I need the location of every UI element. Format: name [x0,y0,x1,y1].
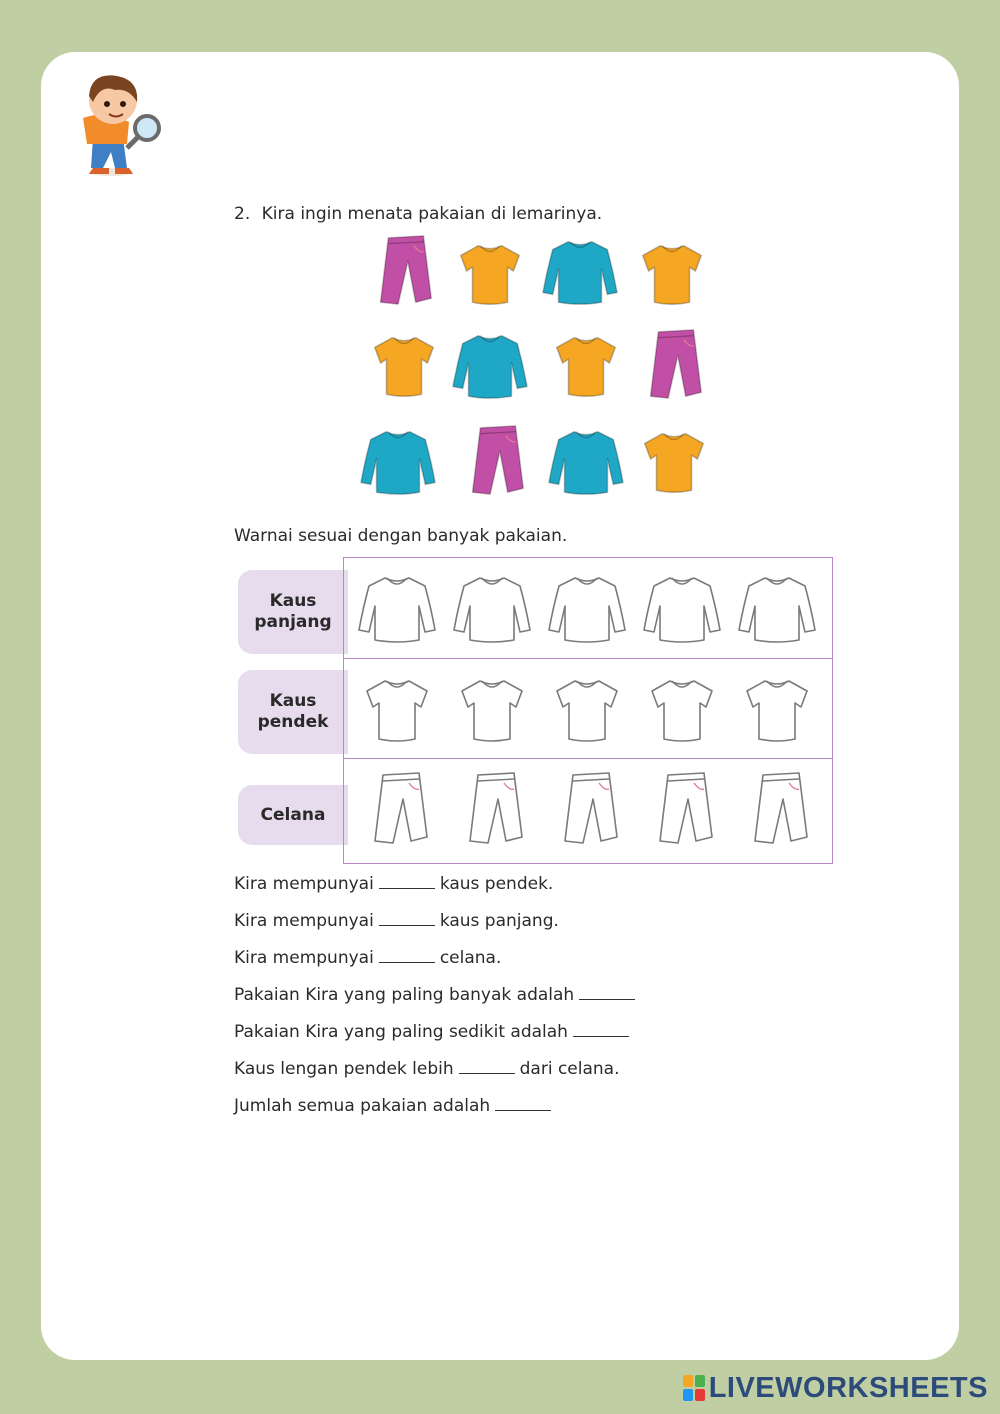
pants-outline-icon[interactable] [641,769,723,849]
boy-magnifier-icon [71,70,176,180]
long-shirt-icon [541,230,619,312]
long-sleeve-shirt-outline-icon[interactable] [641,568,723,648]
answer-blank[interactable] [579,987,635,1000]
short-sleeve-shirt-outline-icon[interactable] [451,669,533,749]
answer-blank[interactable] [379,913,435,926]
sentence-6 [234,1059,620,1079]
row-label-long-shirt: Kaus panjang [238,570,348,654]
short-shirt-icon [635,420,713,502]
pants-icon [633,324,711,406]
sentence-3 [234,948,501,968]
long-shirt-icon [547,420,625,502]
sentence-text: Kira mempunyai [234,911,374,931]
pants-outline-icon[interactable] [356,769,438,849]
short-shirt-icon [633,232,711,314]
worksheet-page [41,52,959,1360]
short-sleeve-shirt-outline-icon[interactable] [546,669,628,749]
long-sleeve-shirt-outline-icon[interactable] [736,568,818,648]
liveworksheets-logo [683,1372,988,1404]
question-body: Kira ingin menata pakaian di lemarinya. [261,204,603,224]
question-number: 2. [234,204,251,224]
answer-blank[interactable] [573,1024,629,1037]
answer-blank[interactable] [459,1061,515,1074]
instruction-text: Warnai sesuai dengan banyak pakaian. [234,526,568,546]
long-shirt-icon [451,324,529,406]
sentence-5 [234,1022,634,1042]
answer-blank[interactable] [495,1098,551,1111]
row-label-pants: Celana [238,785,348,845]
long-sleeve-shirt-outline-icon[interactable] [451,568,533,648]
grid-row-pants [344,758,832,863]
sentence-text-after: celana. [439,948,502,968]
sentence-text: Pakaian Kira yang paling sedikit adalah [234,1022,568,1042]
grid-row-long-shirt [344,558,832,658]
pants-icon [363,230,441,312]
short-sleeve-shirt-outline-icon[interactable] [356,669,438,749]
sentence-text-after: dari celana. [519,1059,620,1079]
clothes-picture [351,230,731,520]
long-shirt-icon [359,420,437,502]
pants-outline-icon[interactable] [451,769,533,849]
sentence-text: Kira mempunyai [234,874,374,894]
sentence-text-after: kaus panjang. [439,911,559,931]
sentence-7 [234,1096,556,1116]
short-sleeve-shirt-outline-icon[interactable] [641,669,723,749]
answer-blank[interactable] [379,876,435,889]
grid-row-short-shirt [344,658,832,758]
sentence-text: Jumlah semua pakaian adalah [234,1096,491,1116]
sentence-text-after: kaus pendek. [439,874,554,894]
question-text [234,204,602,224]
brand-text: LIVEWORKSHEETS [708,1371,988,1404]
sentence-4 [234,985,640,1005]
short-shirt-icon [451,232,529,314]
liveworksheets-icon [683,1375,705,1401]
sentence-text: Pakaian Kira yang paling banyak adalah [234,985,575,1005]
pants-outline-icon[interactable] [736,769,818,849]
short-shirt-icon [547,324,625,406]
sentence-1 [234,874,553,894]
sentence-text: Kira mempunyai [234,948,374,968]
sentence-2 [234,911,559,931]
short-sleeve-shirt-outline-icon[interactable] [736,669,818,749]
row-label-short-shirt: Kaus pendek [238,670,348,754]
short-shirt-icon [365,324,443,406]
pants-outline-icon[interactable] [546,769,628,849]
sentence-text: Kaus lengan pendek lebih [234,1059,454,1079]
long-sleeve-shirt-outline-icon[interactable] [356,568,438,648]
long-sleeve-shirt-outline-icon[interactable] [546,568,628,648]
coloring-grid [343,557,833,864]
pants-icon [455,420,533,502]
answer-blank[interactable] [379,950,435,963]
